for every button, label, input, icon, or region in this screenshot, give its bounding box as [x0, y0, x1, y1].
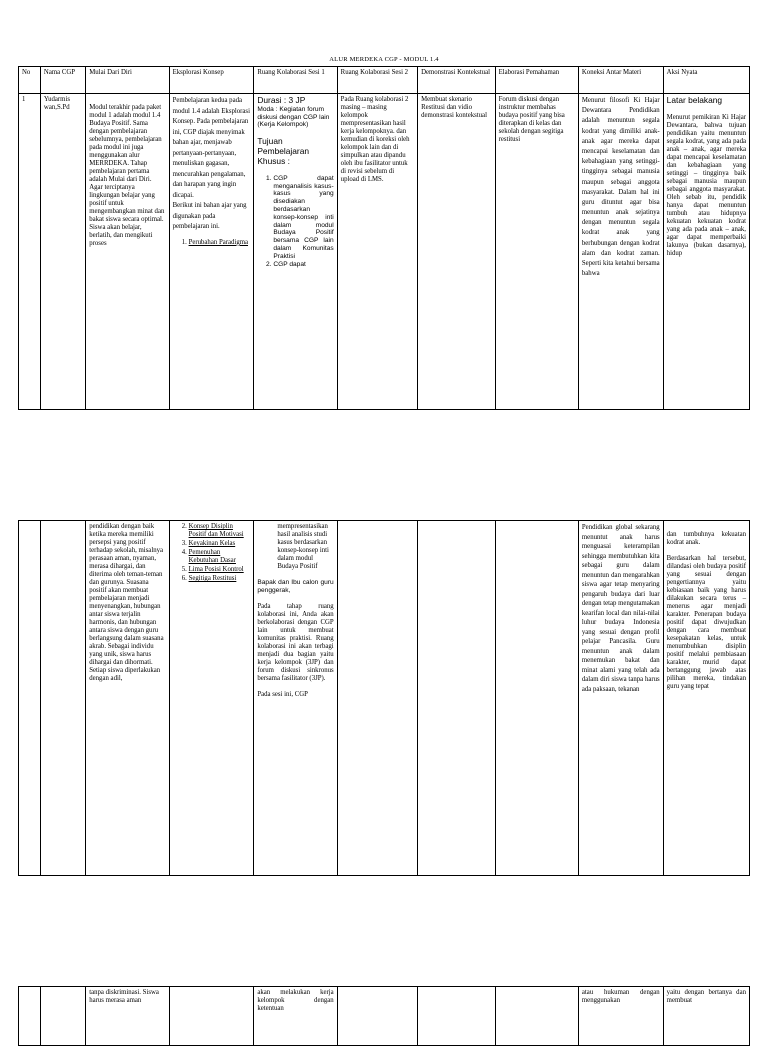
list-item: 5. Lima Posisi Kontrol	[189, 566, 251, 574]
table-row	[19, 94, 750, 410]
document-title: ALUR MERDEKA CGP - MODUL 1.4	[329, 56, 439, 63]
header-no: No	[19, 67, 41, 94]
cell-koneksi: Pendidikan global sekarang menuntut anak harus menguasai keterampilan sehingga membutuhkan kita sebagai guru dalam menuntun dan mengarahkan siswa agar tetap menyaring pengaruh budaya dari luar dengan tetap mengutamakan kearifan local dan nilai-nilai luhur budaya Indonesia yang sesuai dengan profil pelajar Pancasila. Guru menuntun anak dalam menemukan bakat dan minat alami yang telah ada dalam diri siswa tanpa harus ada paksaan, tekanan	[578, 521, 663, 876]
cell-koneksi: Menurut filosofi Ki Hajar Dewantara Pendidikan adalah menuntun segala kodrat yang dimiliki anak-anak agar mereka dapat mencapai keselamatan dan kebahagiaan yang setinggi-tingginya sebagai manusia maupun sebagai anggota masyarakat. Dalam hal ini guru dituntut agar bisa menuntun anak sejatinya dengan menuntun segala kodrat anak yang berhubungan dengan kodrat alam dan kodrat zaman. Seperti kita ketahui bersama bahwa	[578, 94, 663, 410]
cell-no	[19, 521, 41, 876]
header-koneksi: Koneksi Antar Materi	[578, 67, 663, 94]
cell-demonstrasi	[418, 987, 495, 1046]
header-row	[19, 67, 750, 94]
list-item: 6. Segitiga Restitusi	[189, 575, 251, 583]
ek-paragraph-2: Berikut ini bahan ajar yang digunakan pada pembelajaran ini.	[172, 202, 247, 231]
cell-ruang-kolaborasi-2	[337, 521, 417, 876]
cell-no	[19, 987, 41, 1046]
rk1-moda: Moda : Kegiatan forum diskusi dengan CGP lain (Kerja Kelompok)	[257, 105, 330, 129]
alur-table-part-2	[18, 520, 750, 876]
rk1-text-3: Pada tahap ruang kolaborasi ini, Anda akan berkolaborasi dengan CGP lain untuk membuat komunitas praktisi. Ruang kolaborasi ini akan terbagi menjadi dua bagian yaitu kerja kelompok (3JP) dan forum diskusi sinkronus bersama fasilitator (3JP).	[257, 602, 334, 682]
list-item: 3. Keyakinan Kelas	[189, 540, 251, 548]
cell-no: 1	[19, 94, 41, 410]
header-eksplorasi-konsep: Eksplorasi Konsep	[169, 67, 254, 94]
header-aksi-nyata: Aksi Nyata	[663, 67, 749, 94]
cell-nama: Yudarmis wan,S.Pd	[40, 94, 85, 410]
ek-list	[173, 239, 251, 247]
rk1-durasi: Durasi : 3 JP	[257, 95, 306, 105]
cell-ruang-kolaborasi-2: Pada Ruang kolaborasi 2 masing – masing kelompok mempresentasikan hasil kerja kelompoknya. dan kemudian di koreksi oleh kelompok lain dan di simpulkan atau dipandu oleh ibu fasilitator untuk di revisi sebelum di upload di LMS.	[337, 94, 417, 410]
cell-elaborasi: Forum diskusi dengan instruktur membahas budaya positif yang bisa diterapkan di kelas dan sekolah dengan segitiga restitusi	[495, 94, 578, 410]
header-nama: Nama CGP	[40, 67, 85, 94]
ek-list	[173, 523, 251, 583]
cell-elaborasi	[495, 987, 578, 1046]
cell-demonstrasi: Membuat skenario Restitusi dan vidio demonstrasi kontekstual	[418, 94, 495, 410]
header-mulai-dari-diri: Mulai Dari Diri	[86, 67, 169, 94]
list-item: 2. Konsep Disiplin Positif dan Motivasi	[189, 523, 251, 539]
rk1-list	[257, 175, 333, 269]
list-item: 1. Perubahan Paradigma	[189, 239, 251, 247]
rk1-tujuan: Tujuan Pembelajaran Khusus :	[257, 136, 310, 167]
list-item: 2. CGP dapat	[273, 261, 333, 269]
cell-aksi-nyata: yaitu dengan bertanya dan membuat	[663, 987, 749, 1046]
alur-table-part-1	[18, 66, 750, 410]
list-item: 4. Pemenuhan Kebutuhan Dasar	[189, 549, 251, 565]
an-text-1: dan tumbuhnya kekuatan kodrat anak.	[666, 531, 746, 547]
rk1-text-1: mempresentasikan hasil analisis studi kasus berdasarkan konsep-konsep inti dalam modul Budaya Positif	[277, 523, 329, 571]
alur-table-part-3	[18, 986, 750, 1046]
cell-aksi-nyata	[663, 94, 749, 410]
cell-elaborasi	[495, 521, 578, 876]
cell-ruang-kolaborasi-1	[254, 94, 337, 410]
header-ruang-kolaborasi-2: Ruang Kolaborasi Sesi 2	[337, 67, 417, 94]
header-elaborasi: Elaborasi Pemahaman	[495, 67, 578, 94]
cell-mulai-dari-diri: pendidikan dengan baik ketika mereka memiliki persepsi yang positif terhadap sekolah, misalnya perasaan aman, nyaman, merasa dihargai, dan diterima oleh teman-teman dan gurunya. Suasana positif akan membuat pembelajaran menjadi menyenangkan, hubungan antar siswa terjalin harmonis, dan hubungan antara siswa dengan guru berlangsung dalam suasana akrab. Sebagai individu yang unik, siswa harus dihargai dan dihormati. Setiap siswa diperlakukan dengan adil,	[86, 521, 169, 876]
cell-koneksi: atau hukuman dengan menggunakan	[578, 987, 663, 1046]
rk1-text-4: Pada sesi ini, CGP	[257, 690, 308, 698]
mdd-text: Modul terakhir pada paket modul 1 adalah modul 1.4 Budaya Positif. Sama dengan pembelajaran sebelumnya, pembelajaran pada modul ini juga menggunakan alur MERRDEKA. Tahap pembelajaran pertama adalah Mulai dari Diri. Agar terciptanya lingkungan belajar yang positif untuk mengembangkan minat dan bakat siswa secara optimal. Siswa akan belajar, berlatih, dan mengikuti proses	[89, 104, 165, 248]
header-ruang-kolaborasi-1: Ruang Kolaborasi Sesi 1	[254, 67, 337, 94]
cell-aksi-nyata	[663, 521, 749, 876]
cell-nama	[40, 987, 85, 1046]
an-text: Menurut pemikiran Ki Hajar Dewantara, bahwa tujuan pendidikan yaitu menuntun segala kodrat, yang ada pada anak – anak, agar mereka dapat mencapai keselamatan dan kebahagiaan yang setinggi – tingginya baik sebagai manusia maupun sebagai anggota masyarakat. Oleh sebab itu, pendidik hanya dapat menuntun tumbuh atau hidupnya kekuatan kekuatan kodrat yang ada pada anak – anak, agar dapat memperbaiki lakunya (bukan dasarnya), hidup	[666, 113, 746, 258]
cell-nama	[40, 521, 85, 876]
cell-mulai-dari-diri: tanpa diskriminasi. Siswa harus merasa aman	[86, 987, 169, 1046]
cell-eksplorasi-konsep	[169, 521, 254, 876]
cell-ruang-kolaborasi-1: akan melakukan kerja kelompok dengan ketentuan	[254, 987, 337, 1046]
header-demonstrasi: Demonstrasi Kontekstual	[418, 67, 495, 94]
table-row	[19, 521, 750, 876]
cell-eksplorasi-konsep	[169, 987, 254, 1046]
cell-demonstrasi	[418, 521, 495, 876]
table-row	[19, 987, 750, 1046]
cell-eksplorasi-konsep	[169, 94, 254, 410]
ek-paragraph-1: Pembelajaran kedua pada modul 1.4 adalah Eksplorasi Konsep. Pada pembelajaran ini, CGP diajak menyimak bahan ajar, menjawab pertanyaan-pertanyaan, menuliskan gagasan, mencurahkan pengalaman, dan harapan yang ingin dicapai.	[172, 97, 250, 199]
cell-ruang-kolaborasi-1	[254, 521, 337, 876]
cell-ruang-kolaborasi-2	[337, 987, 417, 1046]
an-text-2: Berdasarkan hal tersebut, dilandasi oleh budaya positif yang sesuai dengan pengertiannya yaitu kebiasaan baik yang harus dilakukan secara terus – menerus agar menjadi karakter. Penerapan budaya positif dapat diwujudkan dengan cara membuat kesepakatan kelas, untuk menumbuhkan disiplin positif melalui pembiasaan karakter, murid dapat bertanggung jawab atas pilihan mereka, tindakan guru yang tepat	[666, 555, 746, 691]
rk1-text-2: Bapak dan Ibu calon guru penggerak,	[257, 579, 334, 594]
an-heading: Latar belakang	[666, 95, 723, 105]
list-item: 1. CGP dapat menganalisis kasus- kasus yang disediakan berdasarkan konsep-konsep inti dalam modul Budaya Positif bersama CGP lain dalam Komunitas Praktisi	[273, 175, 333, 260]
cell-mulai-dari-diri	[86, 94, 169, 410]
